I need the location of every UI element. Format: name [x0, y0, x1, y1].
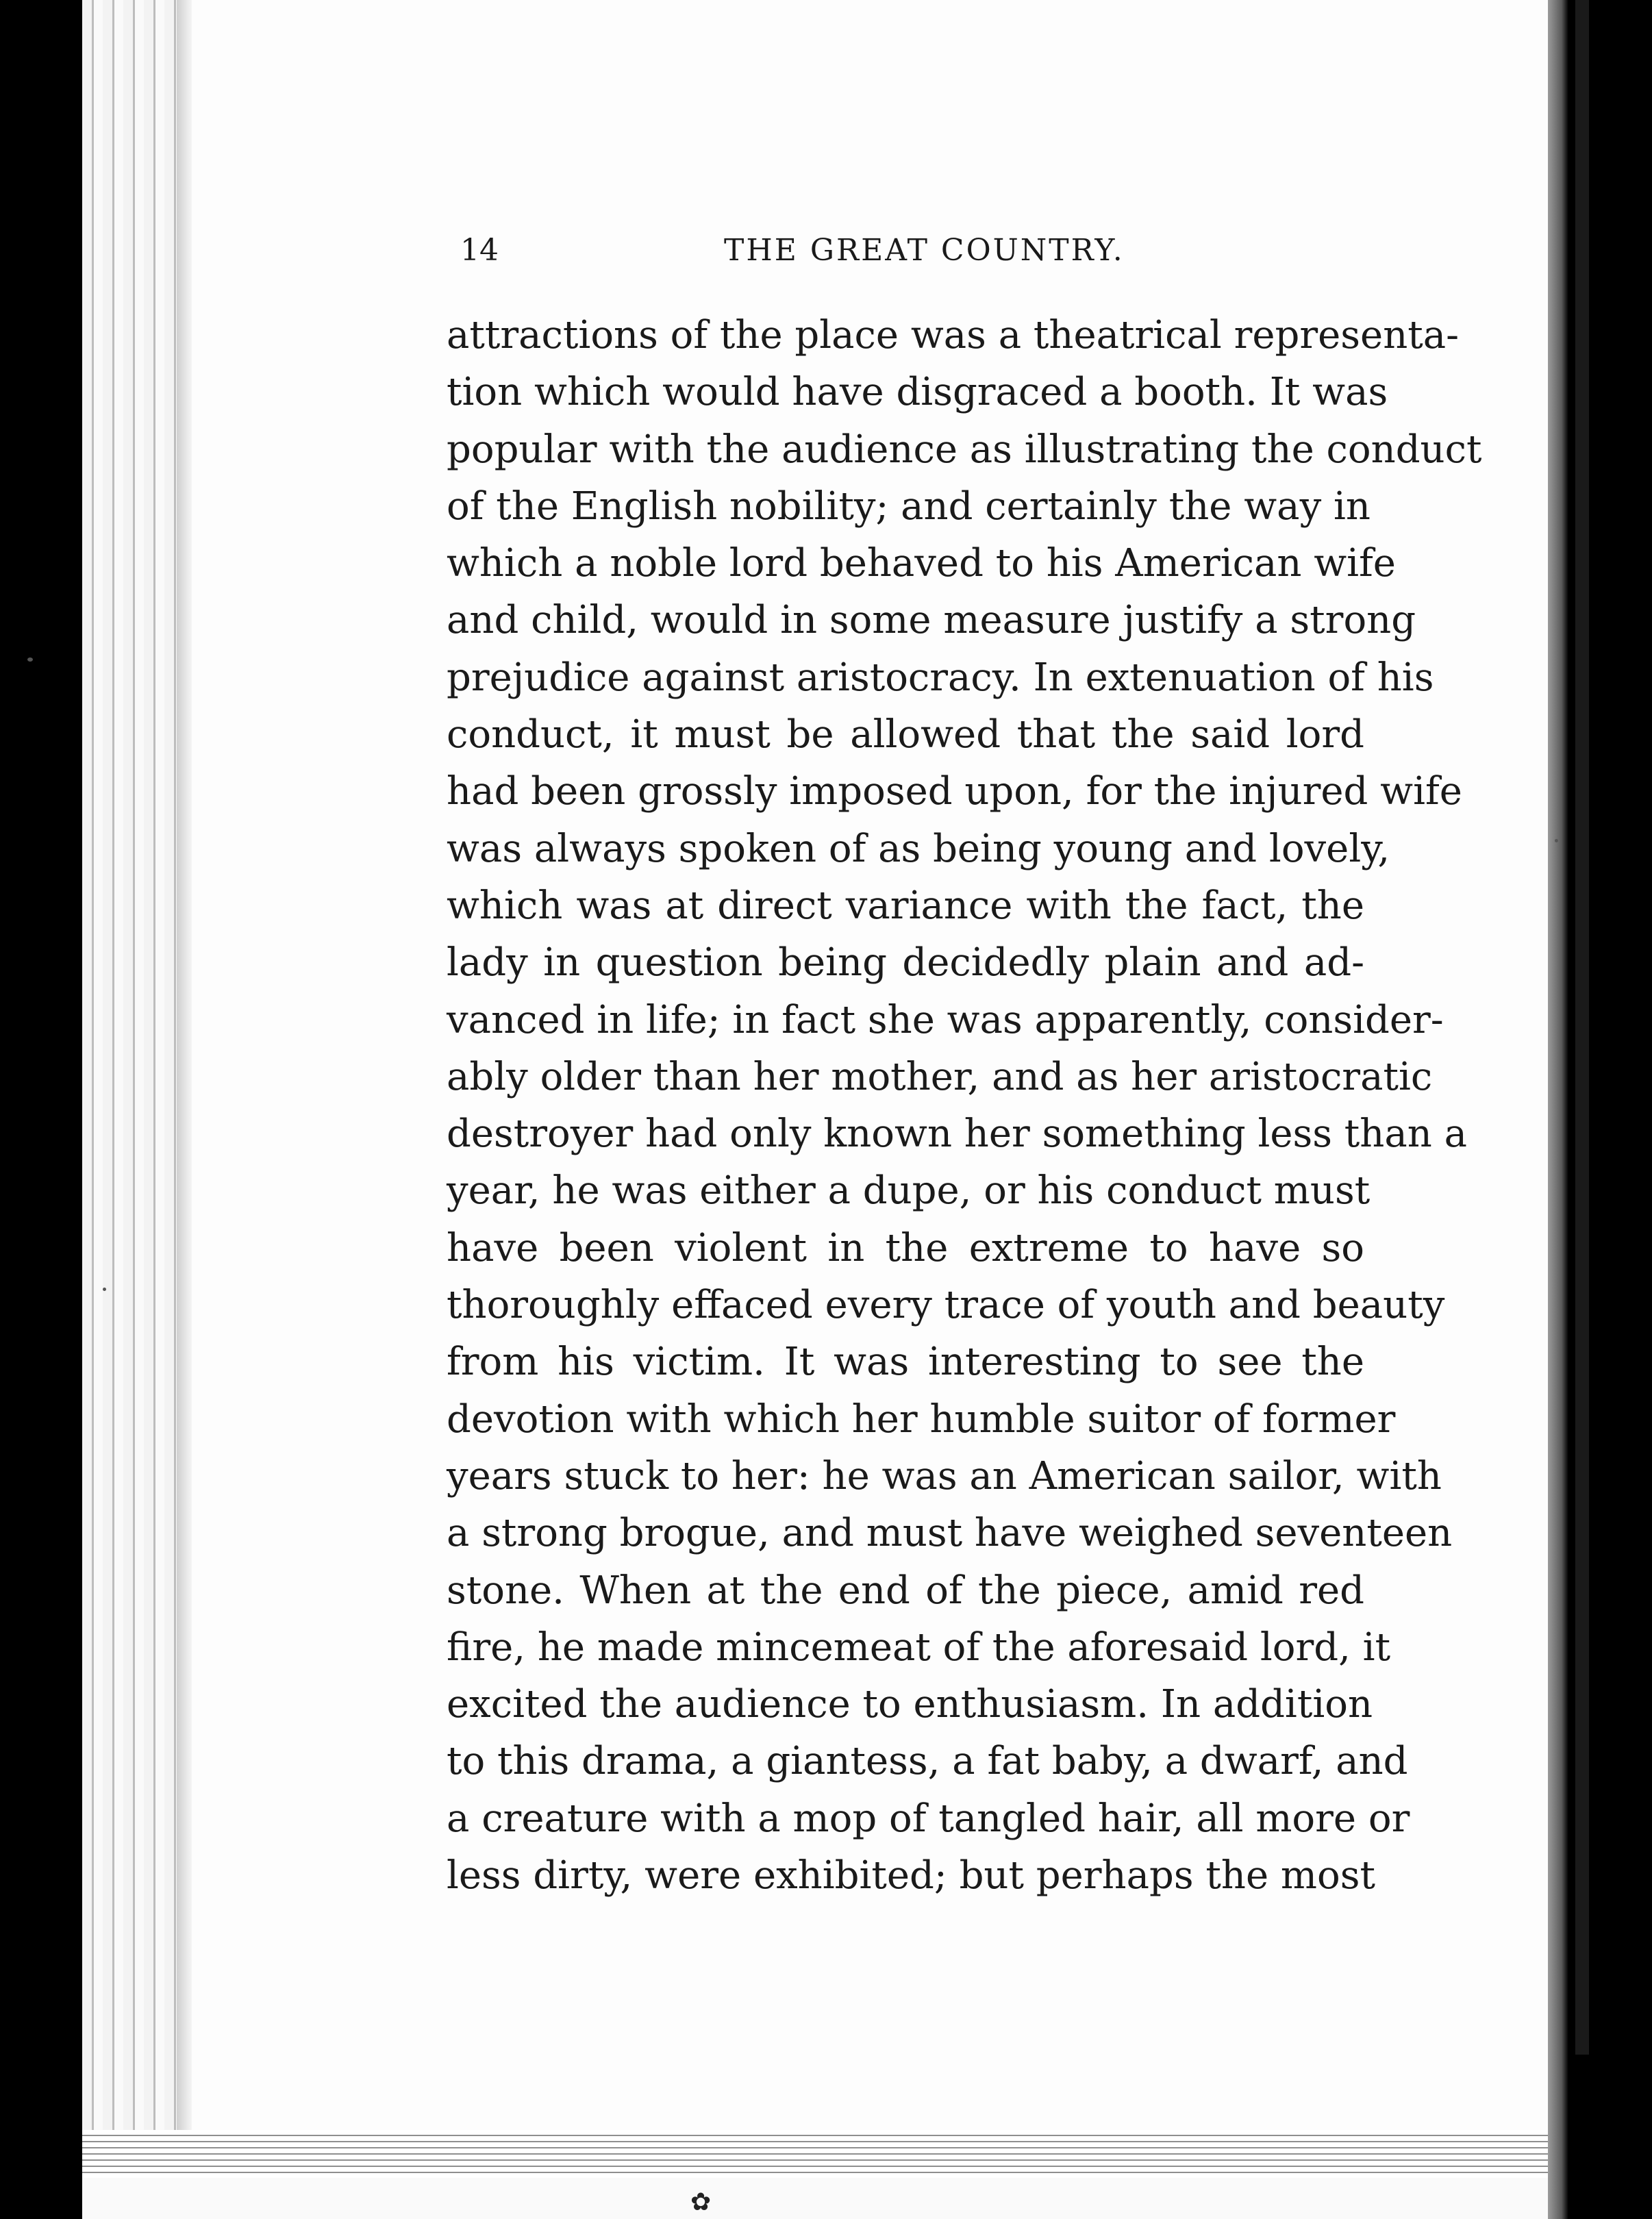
text-line: thoroughly effaced every trace of youth and beauty — [447, 1283, 1445, 1328]
page-bottom-margin — [82, 2178, 1548, 2219]
text-line: stone. When at the end of the piece, amid red — [447, 1568, 1364, 1613]
dust-speck — [27, 657, 33, 662]
text-line: vanced in life; in fact she was apparently, consider- — [447, 997, 1444, 1042]
text-line: prejudice against aristocracy. In extenuation of his — [447, 655, 1434, 700]
text-line: years stuck to her: he was an American sailor, with — [447, 1453, 1442, 1499]
text-line: from his victim. It was interesting to see the — [447, 1340, 1364, 1385]
text-line: was always spoken of as being young and lovely, — [447, 826, 1390, 871]
text-line: tion which would have disgraced a booth. It was — [447, 370, 1388, 415]
page-stack-edges — [82, 0, 192, 2219]
text-line: have been violent in the extreme to have so — [447, 1225, 1364, 1270]
running-title: THE GREAT COUNTRY. — [724, 233, 1125, 268]
page-number: 14 — [460, 233, 499, 268]
dust-speck — [1555, 839, 1558, 842]
body-text — [447, 307, 1482, 1904]
text-line: devotion with which her humble suitor of former — [447, 1396, 1396, 1442]
text-line: a creature with a mop of tangled hair, all more or — [447, 1796, 1410, 1841]
dust-speck — [103, 1288, 106, 1291]
text-line: year, he was either a dupe, or his conduct must — [447, 1168, 1371, 1214]
text-line: of the English nobility; and certainly the way in — [447, 484, 1371, 529]
text-line: and child, would in some measure justify a strong — [447, 598, 1416, 643]
text-line: less dirty, were exhibited; but perhaps the most — [447, 1853, 1375, 1898]
running-header — [460, 233, 1364, 274]
text-line: excited the audience to enthusiasm. In addition — [447, 1682, 1373, 1727]
text-line: which a noble lord behaved to his American wife — [447, 541, 1396, 586]
page-gutter-shadow — [177, 0, 192, 2219]
text-line: which was at direct variance with the fact, the — [447, 883, 1364, 928]
text-line: conduct, it must be allowed that the said lord — [447, 712, 1364, 757]
text-line: to this drama, a giantess, a fat baby, a dwarf, and — [447, 1739, 1408, 1784]
text-line: a strong brogue, and must have weighed seventeen — [447, 1511, 1453, 1556]
scan-right-edge — [1548, 0, 1652, 2219]
text-line: popular with the audience as illustrating the conduct — [447, 427, 1482, 472]
text-line: destroyer had only known her something less than a — [447, 1112, 1468, 1157]
scan-left-edge — [0, 0, 82, 2219]
text-line: attractions of the place was a theatrical representa- — [447, 313, 1460, 358]
scan-right-shadow — [1575, 0, 1589, 2055]
text-line: lady in question being decidedly plain and ad- — [447, 940, 1364, 986]
page-bottom-edges — [82, 2130, 1548, 2178]
scan-mark-icon: ✿ — [690, 2188, 712, 2216]
text-line: had been grossly imposed upon, for the injured wife — [447, 769, 1462, 814]
text-line: fire, he made mincemeat of the aforesaid lord, it — [447, 1625, 1391, 1670]
text-line: ably older than her mother, and as her aristocratic — [447, 1054, 1433, 1099]
